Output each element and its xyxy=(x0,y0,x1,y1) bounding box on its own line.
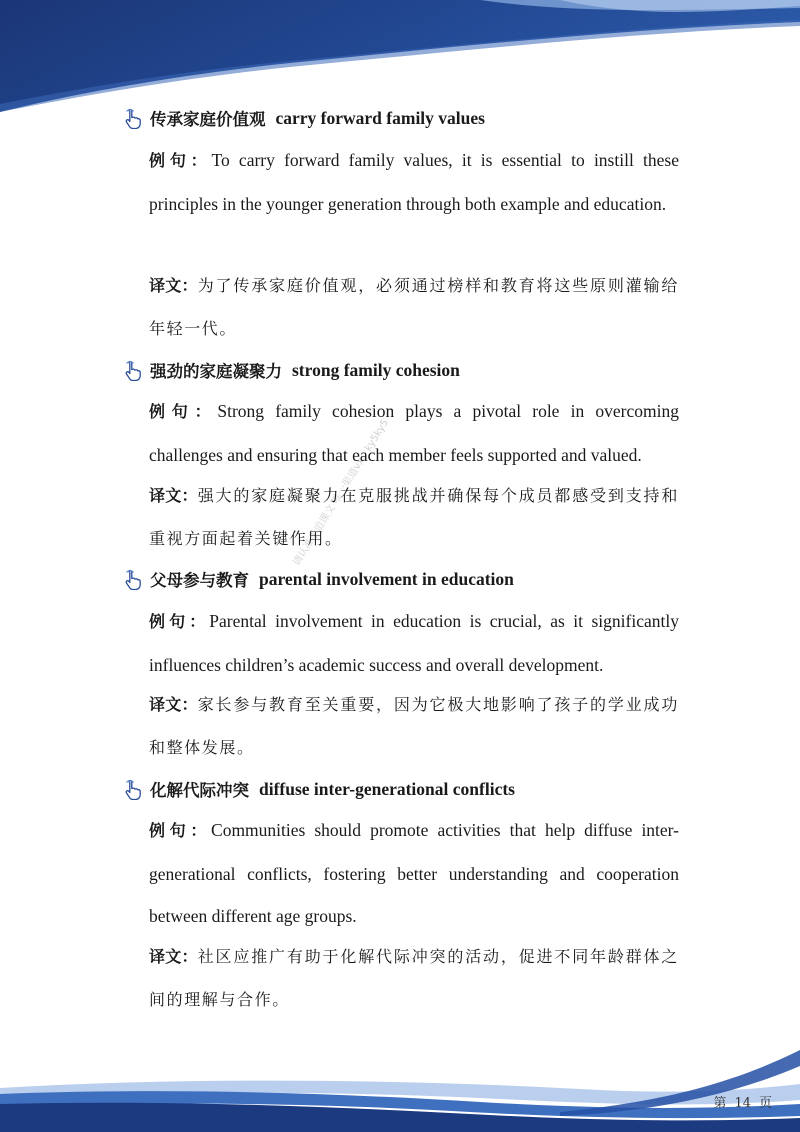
example-label: 例句： xyxy=(149,612,210,631)
translation-text: 社区应推广有助于化解代际冲突的活动，促进不同年龄群体之间的理解与合作。 xyxy=(149,947,679,1009)
translation-text: 为了传承家庭价值观，必须通过榜样和教育将这些原则灌输给年轻一代。 xyxy=(149,276,679,338)
entry-title-en: carry forward family values xyxy=(275,107,485,128)
example-text: Strong family cohesion plays a pivotal role in overcoming challenges and ensuring that each member feels supported and valued. xyxy=(149,401,679,465)
hand-pointer-icon xyxy=(122,359,144,381)
example-text: Parental involvement in education is crucial, as it significantly influences children’s academic success and overall development. xyxy=(149,611,679,675)
translation-4 xyxy=(149,936,679,1021)
entry-title-zh: 父母参与教育 xyxy=(150,571,249,590)
example-sentence-3 xyxy=(149,600,679,686)
hand-pointer-icon xyxy=(122,568,144,590)
entry-title-3 xyxy=(122,566,514,592)
translation-text: 强大的家庭凝聚力在克服挑战并确保每个成员都感受到支持和重视方面起着关键作用。 xyxy=(149,486,679,548)
example-label: 例句： xyxy=(149,402,218,421)
translation-text: 家长参与教育至关重要，因为它极大地影响了孩子的学业成功和整体发展。 xyxy=(149,695,679,757)
entry-title-en: diffuse inter-generational conflicts xyxy=(259,778,515,799)
example-label: 例句： xyxy=(149,821,212,840)
hand-pointer-icon xyxy=(122,107,144,129)
translation-3 xyxy=(149,684,679,769)
translation-label: 译文： xyxy=(149,276,198,295)
example-text: To carry forward family values, it is essential to instill these principles in the younger generation through both example and education. xyxy=(149,150,679,214)
entry-title-4 xyxy=(122,776,515,802)
entry-title-zh: 化解代际冲突 xyxy=(150,781,249,800)
example-sentence-2 xyxy=(149,390,679,476)
entry-title-en: strong family cohesion xyxy=(292,359,460,380)
translation-label: 译文： xyxy=(149,486,198,505)
translation-1 xyxy=(149,265,679,350)
example-sentence-1 xyxy=(149,139,679,225)
entry-title-1 xyxy=(122,105,485,131)
example-label: 例句： xyxy=(149,151,212,170)
hand-pointer-icon xyxy=(122,778,144,800)
entry-title-zh: 传承家庭价值观 xyxy=(150,110,266,129)
page-number-suffix: 页 xyxy=(758,1096,772,1111)
page-number xyxy=(709,1092,776,1111)
page-number-prefix: 第 xyxy=(713,1096,727,1111)
example-text: Communities should promote activities that help diffuse inter-generational conflicts, fostering better understanding and cooperation between different age groups. xyxy=(149,820,679,926)
translation-label: 译文： xyxy=(149,695,198,714)
entry-title-en: parental involvement in education xyxy=(259,568,514,589)
translation-label: 译文： xyxy=(149,947,198,966)
entry-title-2 xyxy=(122,357,460,383)
page-number-value: 14 xyxy=(734,1096,751,1111)
entry-title-zh: 强劲的家庭凝聚力 xyxy=(150,362,282,381)
example-sentence-4 xyxy=(149,809,679,938)
watermark-text: 请认准手追课文 唯一渠道vx：ky5ky5 xyxy=(291,417,392,568)
translation-2 xyxy=(149,475,679,560)
